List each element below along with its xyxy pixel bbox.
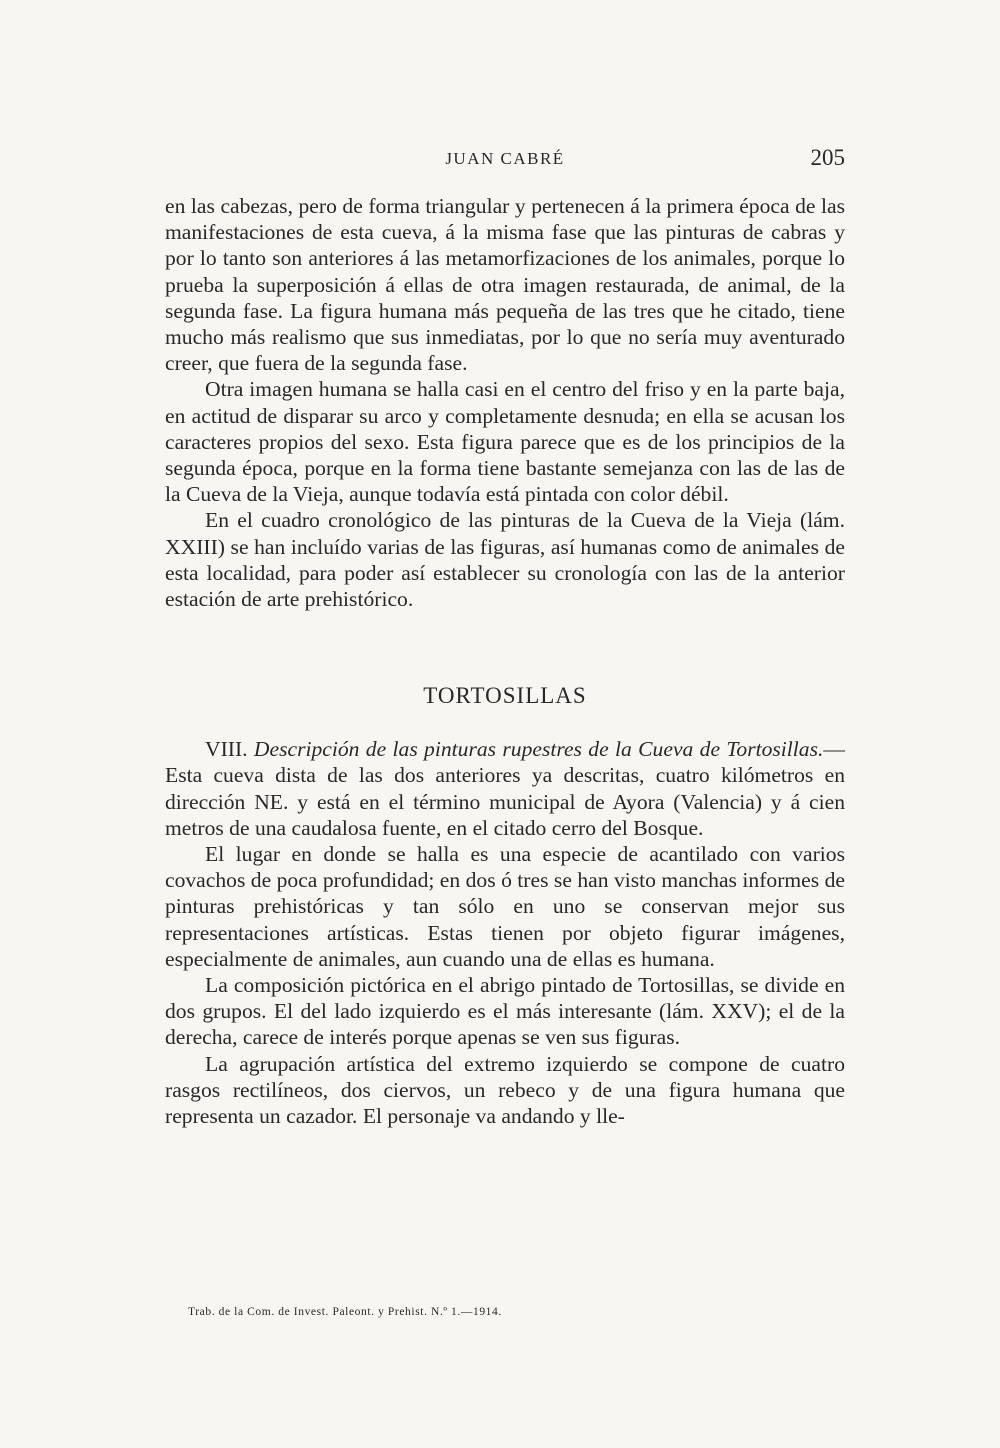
page-number: 205 (810, 145, 845, 170)
page-header (165, 145, 845, 175)
paragraph-2: Otra imagen humana se halla casi en el centro del friso y en la parte baja, en actitud de disparar su arco y completamente desnuda; en ella se acusan los caracteres propios del sexo. Esta figura parece que es de los principios de la segunda época, porque en la forma tiene bastante semejanza con las de las de la Cueva de la Vieja, aunque todavía está pintada con color débil. (165, 377, 845, 507)
paragraph-6: La composición pictórica en el abrigo pintado de Tortosillas, se divide en dos grupos. El del lado izquierdo es el más interesante (lám. XXV); el de la derecha, carece de interés porque apenas se ven sus figuras. (165, 973, 845, 1050)
paragraph-5: El lugar en donde se halla es una especie de acantilado con varios covachos de poca profundidad; en dos ó tres se han visto manchas informes de pinturas prehistóricas y tan sólo en uno se conservan mejor sus representaciones artísticas. Estas tienen por objeto figurar imágenes, especialmente de animales, aun cuando una de ellas es humana. (165, 842, 845, 971)
running-head: JUAN CABRÉ (445, 149, 565, 168)
section-title: TORTOSILLAS (423, 683, 587, 709)
paragraph-7: La agrupación artística del extremo izquierdo se compone de cuatro rasgos rectilíneos, dos ciervos, un rebeco y de una figura humana que representa un cazador. El personaje va andando y lle- (165, 1051, 845, 1129)
paragraph-1: en las cabezas, pero de forma triangular y pertenecen á la primera época de las manifestaciones de esta cueva, á la misma fase que las pinturas de cabras y por lo tanto son anteriores á las metamorfizaciones de los animales, porque lo prueba la superposición á ellas de otra imagen restaurada, de animal, de la segunda fase. La figura humana más pequeña de las tres que he citado, tiene mucho más realismo que sus inmediatas, por lo que no sería muy aventurado creer, que fuera de la segunda fase. (165, 194, 845, 376)
section-heading: Descripción de las pinturas rupestres de la Cueva de Tortosillas. (253, 737, 824, 762)
paragraph-4 (165, 736, 845, 841)
paragraph-3: En el cuadro cronológico de las pinturas de la Cueva de la Vieja (lám. XXIII) se han incluído varias de las figuras, así humanas como de animales de esta localidad, para poder así establecer su cronología con las de la anterior estación de arte prehistórico. (165, 508, 845, 612)
paragraph-4-text: —Esta cueva dista de las dos anteriores ya descritas, cuatro kilómetros en dirección NE. y está en el término municipal de Ayora (Valencia) y á cien metros de una caudalosa fuente, en el citado cerro del Bosque. (165, 737, 845, 840)
footer-citation: Trab. de la Com. de Invest. Paleont. y Prehist. N.º 1.—1914. (188, 1306, 502, 1318)
section-number: VIII. (205, 737, 248, 762)
page-body (165, 193, 845, 1129)
